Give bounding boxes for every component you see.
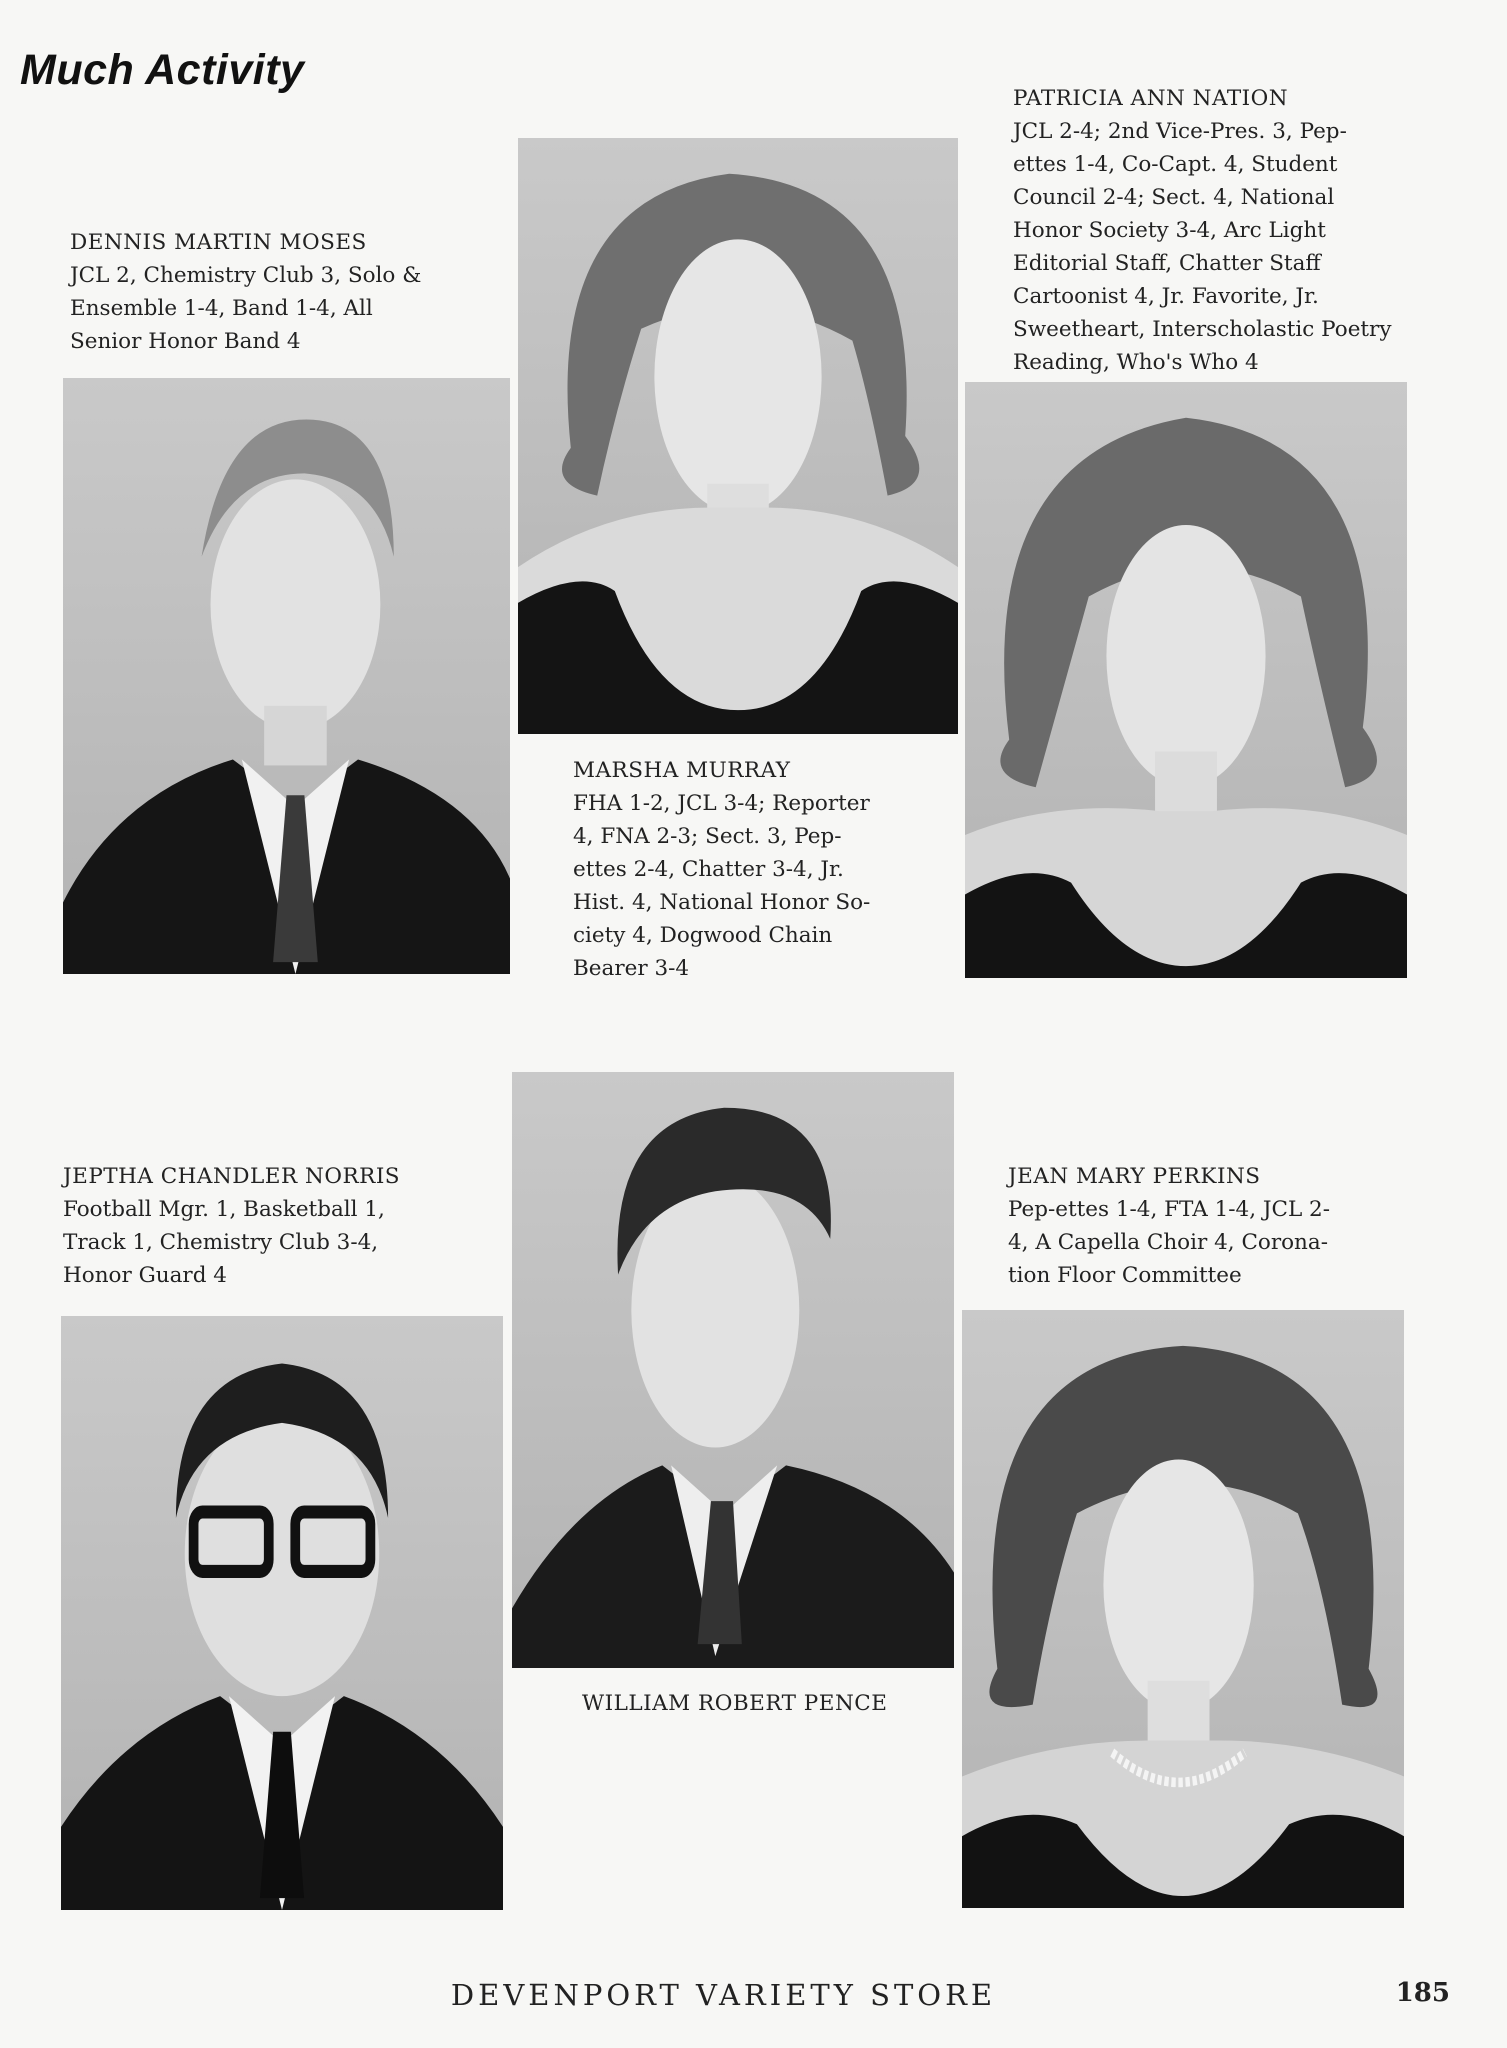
portrait-marsha-murray [518, 138, 958, 734]
portrait-jeptha-norris [61, 1316, 503, 1910]
caption-jeptha-norris [63, 1160, 400, 1292]
activity-line: FHA 1-2, JCL 3-4; Reporter [573, 791, 870, 816]
activity-line: Editorial Staff, Chatter Staff [1013, 251, 1321, 276]
activity-line: Senior Honor Band 4 [70, 329, 301, 354]
activity-line: Cartoonist 4, Jr. Favorite, Jr. [1013, 284, 1319, 309]
portrait-jean-perkins [962, 1310, 1404, 1908]
caption-marsha-murray [573, 754, 870, 985]
student-name: MARSHA MURRAY [573, 758, 791, 783]
footer-store-text: DEVENPORT VARIETY STORE [450, 1978, 997, 2012]
caption-jean-perkins [1008, 1160, 1330, 1292]
student-name: DENNIS MARTIN MOSES [70, 230, 367, 255]
activity-line: Council 2-4; Sect. 4, National [1013, 185, 1335, 210]
activity-line: tion Floor Committee [1008, 1263, 1242, 1288]
student-name: PATRICIA ANN NATION [1013, 86, 1289, 111]
activity-line: JCL 2, Chemistry Club 3, Solo & [70, 263, 422, 288]
activity-line: Pep-ettes 1-4, FTA 1-4, JCL 2- [1008, 1197, 1330, 1222]
portrait-dennis-moses [63, 378, 510, 974]
activity-line: ciety 4, Dogwood Chain [573, 923, 833, 948]
caption-patricia-nation [1013, 82, 1392, 379]
student-name: JEAN MARY PERKINS [1008, 1164, 1261, 1189]
activity-line: Bearer 3-4 [573, 956, 690, 981]
page-number: 185 [1395, 1978, 1450, 2008]
activity-line: ettes 2-4, Chatter 3-4, Jr. [573, 857, 844, 882]
student-name: WILLIAM ROBERT PENCE [582, 1691, 888, 1716]
page-title: Much Activity [20, 46, 305, 94]
activity-line: JCL 2-4; 2nd Vice-Pres. 3, Pep- [1013, 119, 1347, 144]
portrait-william-pence [512, 1072, 954, 1668]
portrait-patricia-nation [965, 382, 1407, 978]
activity-line: Hist. 4, National Honor So- [573, 890, 871, 915]
activity-line: Ensemble 1-4, Band 1-4, All [70, 296, 373, 321]
activity-line: Reading, Who's Who 4 [1013, 350, 1259, 375]
activity-line: Honor Society 3-4, Arc Light [1013, 218, 1326, 243]
caption-william-pence [582, 1687, 887, 1720]
activity-line: 4, FNA 2-3; Sect. 3, Pep- [573, 824, 842, 849]
activity-line: Track 1, Chemistry Club 3-4, [63, 1230, 379, 1255]
footer-store-name [0, 1978, 1507, 2012]
activity-line: Sweetheart, Interscholastic Poetry [1013, 317, 1392, 342]
activity-line: ettes 1-4, Co-Capt. 4, Student [1013, 152, 1338, 177]
activity-line: Football Mgr. 1, Basketball 1, [63, 1197, 385, 1222]
activity-line: 4, A Capella Choir 4, Corona- [1008, 1230, 1328, 1255]
activity-line: Honor Guard 4 [63, 1263, 227, 1288]
caption-dennis-moses [70, 226, 421, 358]
student-name: JEPTHA CHANDLER NORRIS [63, 1164, 401, 1189]
